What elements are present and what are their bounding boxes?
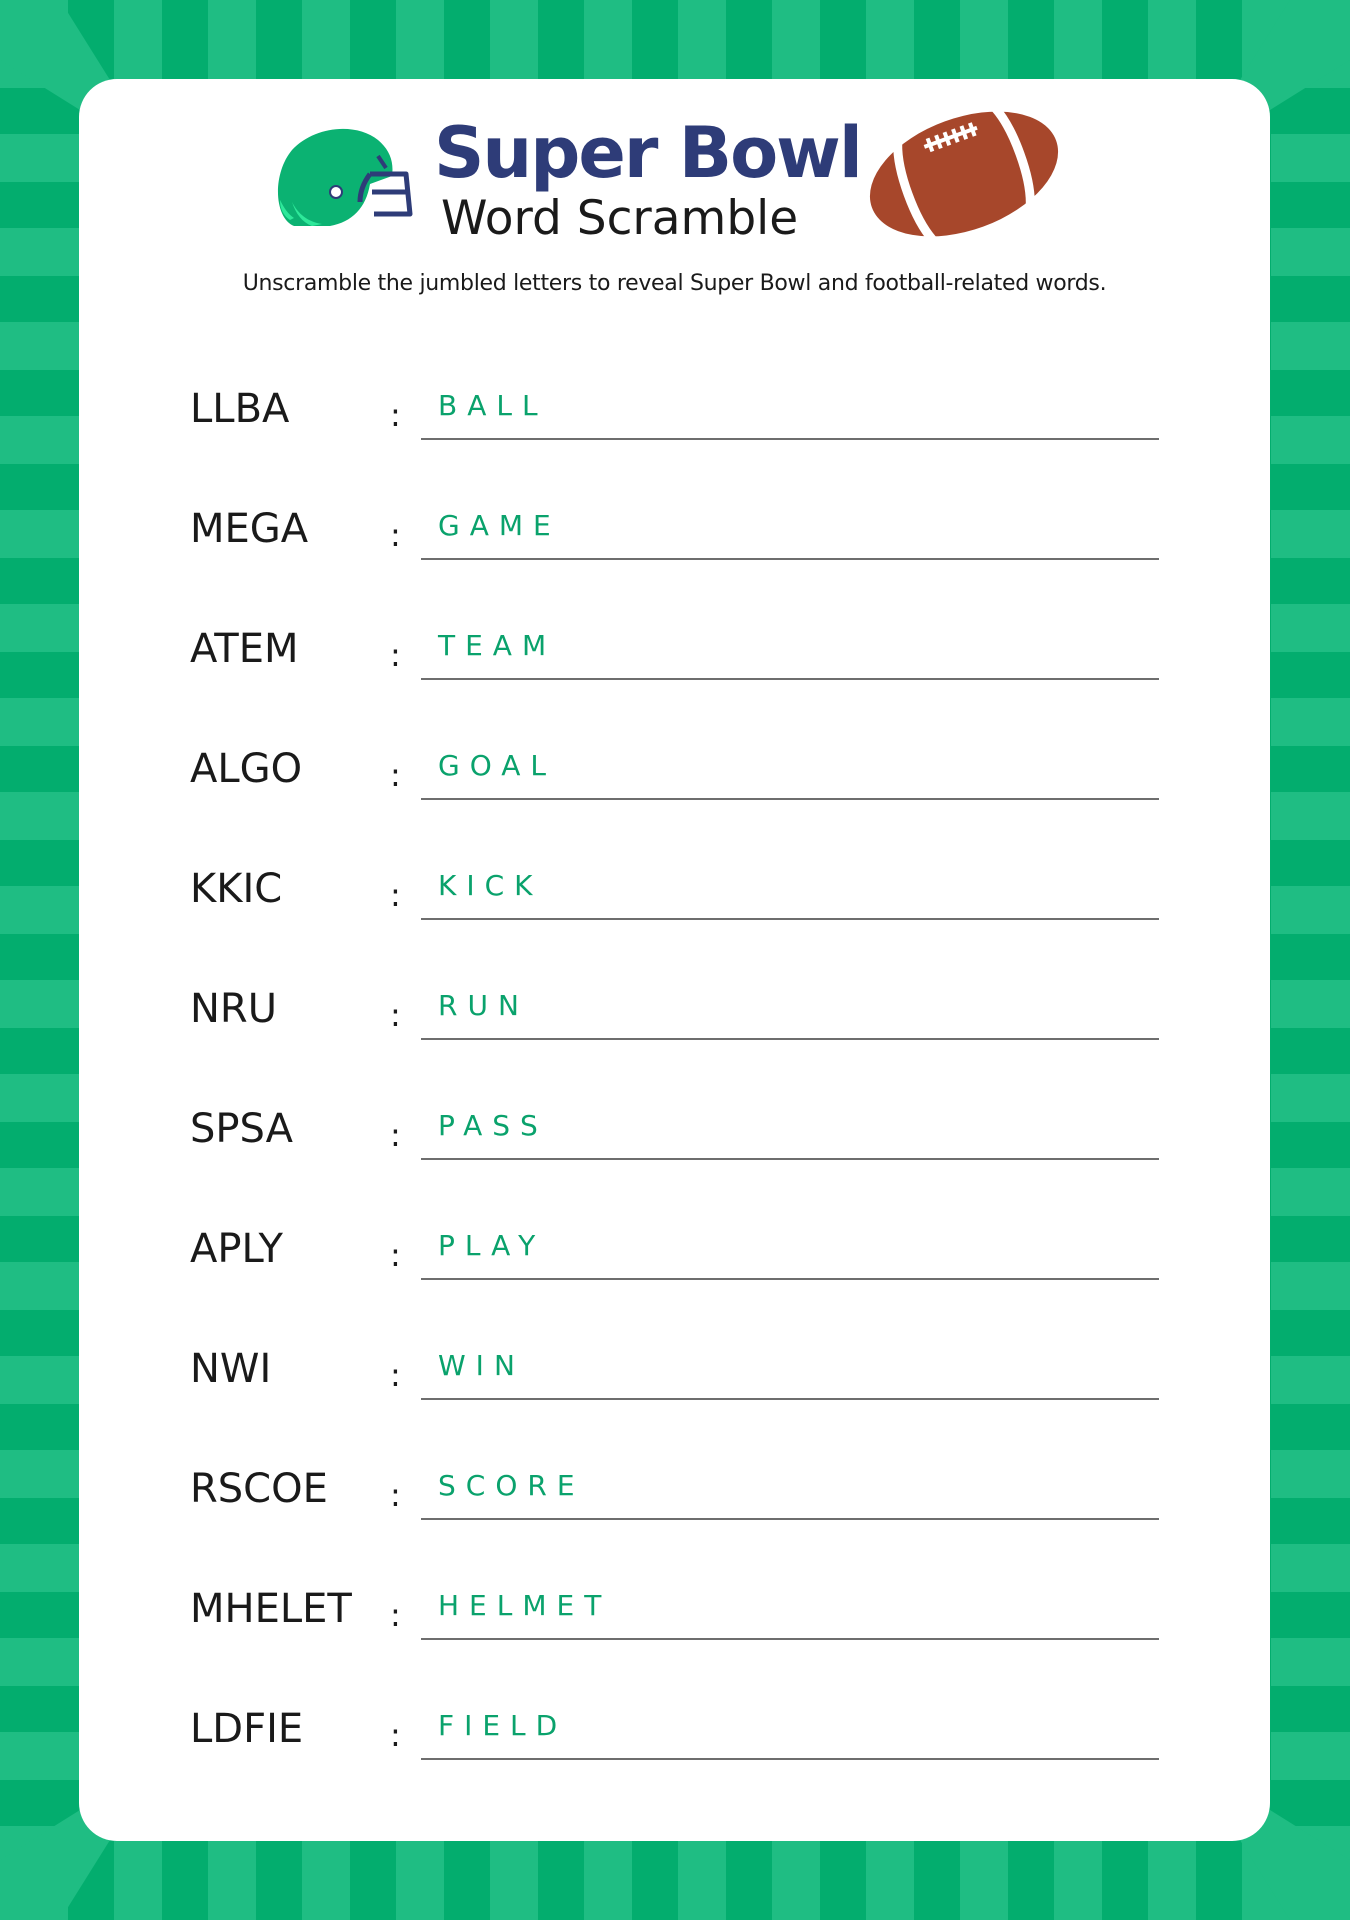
separator-colon: : xyxy=(390,1356,401,1394)
answer-text: RUN xyxy=(438,989,529,1022)
answer-field[interactable] xyxy=(421,619,1159,680)
puzzle-row xyxy=(79,1699,1270,1799)
puzzle-row xyxy=(79,379,1270,479)
puzzle-row xyxy=(79,859,1270,959)
scrambled-word: MEGA xyxy=(190,506,309,552)
answer-field[interactable] xyxy=(421,979,1159,1040)
separator-colon: : xyxy=(390,756,401,794)
scrambled-word: LDFIE xyxy=(190,1706,304,1752)
puzzle-row xyxy=(79,1579,1270,1679)
scrambled-word: ATEM xyxy=(190,626,299,672)
scrambled-word: NWI xyxy=(190,1346,272,1392)
separator-colon: : xyxy=(390,996,401,1034)
scrambled-word: RSCOE xyxy=(190,1466,328,1512)
answer-field[interactable] xyxy=(421,1219,1159,1280)
separator-colon: : xyxy=(390,396,401,434)
puzzle-row xyxy=(79,739,1270,839)
scrambled-word: LLBA xyxy=(190,386,290,432)
scrambled-word: SPSA xyxy=(190,1106,294,1152)
separator-colon: : xyxy=(390,1716,401,1754)
answer-text: TEAM xyxy=(438,629,557,662)
puzzle-row xyxy=(79,1219,1270,1319)
page-title: Super Bowl xyxy=(434,112,861,194)
separator-colon: : xyxy=(390,1476,401,1514)
worksheet-card xyxy=(79,79,1270,1841)
football-helmet-icon xyxy=(274,122,424,230)
instructions-text: Unscramble the jumbled letters to reveal Super Bowl and football-related words. xyxy=(242,271,1107,296)
answer-text: HELMET xyxy=(438,1589,612,1622)
separator-colon: : xyxy=(390,876,401,914)
puzzle-row xyxy=(79,499,1270,599)
answer-text: GAME xyxy=(438,509,561,542)
answer-text: PASS xyxy=(438,1109,548,1142)
answer-text: BALL xyxy=(438,389,548,422)
separator-colon: : xyxy=(390,636,401,674)
puzzle-row xyxy=(79,1459,1270,1559)
scrambled-word: NRU xyxy=(190,986,277,1032)
scrambled-word: APLY xyxy=(190,1226,283,1272)
puzzle-row xyxy=(79,1099,1270,1199)
answer-field[interactable] xyxy=(421,1099,1159,1160)
scrambled-word: ALGO xyxy=(190,746,303,792)
answer-field[interactable] xyxy=(421,859,1159,920)
answer-field[interactable] xyxy=(421,739,1159,800)
answer-field[interactable] xyxy=(421,1579,1159,1640)
separator-colon: : xyxy=(390,1596,401,1634)
scrambled-word: KKIC xyxy=(190,866,283,912)
answer-field[interactable] xyxy=(421,1699,1159,1760)
puzzle-row xyxy=(79,1339,1270,1439)
answer-field[interactable] xyxy=(421,499,1159,560)
answer-text: SCORE xyxy=(438,1469,585,1502)
answer-field[interactable] xyxy=(421,1459,1159,1520)
answer-field[interactable] xyxy=(421,1339,1159,1400)
puzzle-row xyxy=(79,619,1270,719)
puzzle-row xyxy=(79,979,1270,1079)
separator-colon: : xyxy=(390,1116,401,1154)
answer-text: GOAL xyxy=(438,749,556,782)
answer-text: PLAY xyxy=(438,1229,546,1262)
football-icon xyxy=(862,99,1067,249)
answer-field[interactable] xyxy=(421,379,1159,440)
answer-text: FIELD xyxy=(438,1709,568,1742)
answer-text: WIN xyxy=(438,1349,525,1382)
page-subtitle: Word Scramble xyxy=(441,191,799,246)
answer-text: KICK xyxy=(438,869,543,902)
separator-colon: : xyxy=(390,1236,401,1274)
separator-colon: : xyxy=(390,516,401,554)
scrambled-word: MHELET xyxy=(190,1586,352,1632)
